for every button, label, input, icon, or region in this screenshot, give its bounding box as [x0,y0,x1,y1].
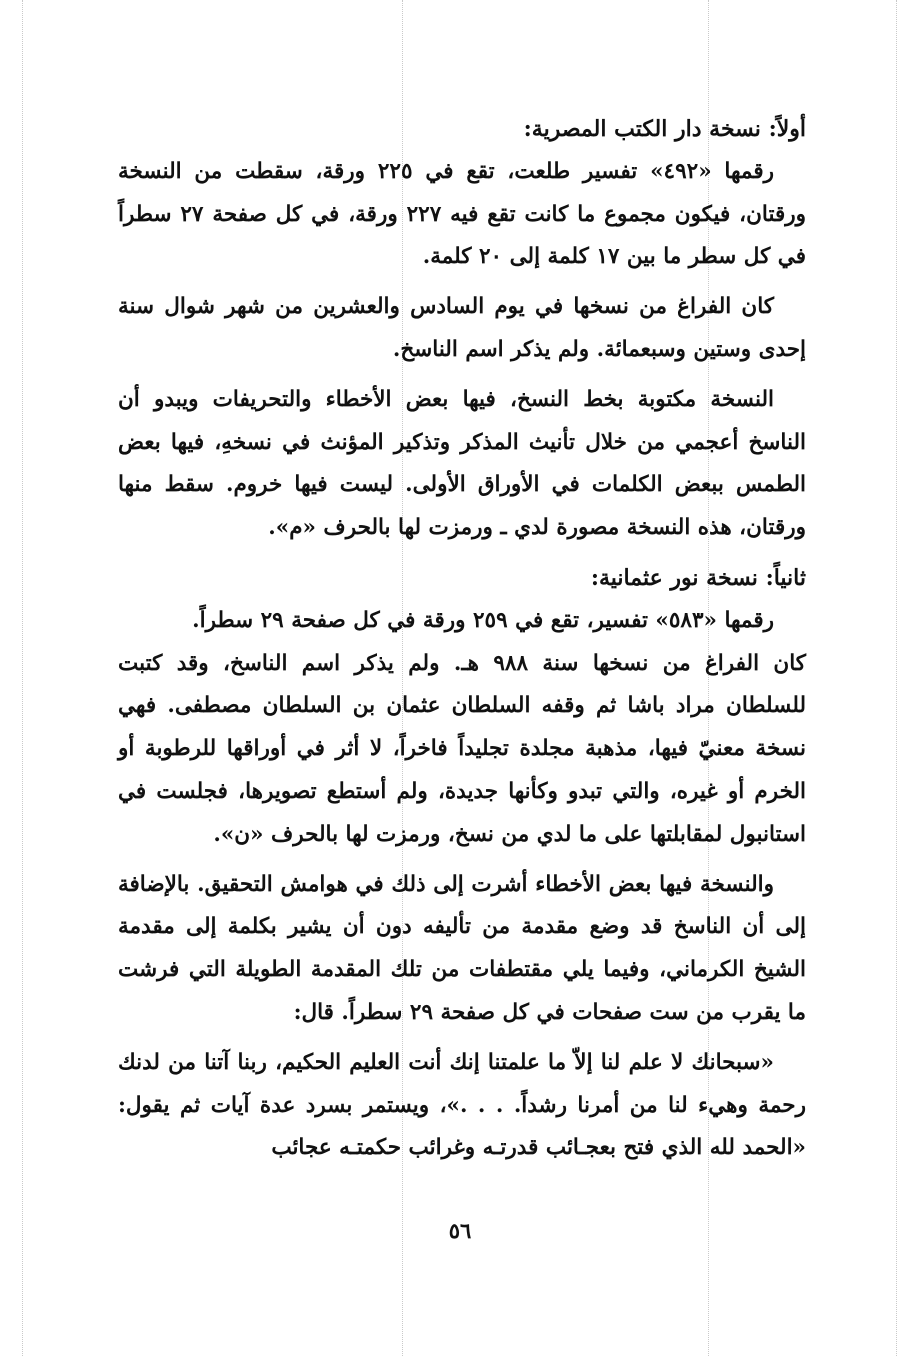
page-number: ٥٦ [448,1218,472,1243]
paragraph-copy-date: كان الفراغ من نسخها في يوم السادس والعشرين من شهر شوال سنة إحدى وستين وسبعمائة. ولم يذكر اسم الناسخ. [118,294,806,362]
paragraph-errors-and-preface: والنسخة فيها بعض الأخطاء أشرت إلى ذلك في هوامش التحقيق. بالإضافة إلى أن الناسخ قد وضع مقدمة من تأليفه دون أن يشير بكلمة إلى مقدمة الشيخ الكرماني، وفيما يلي مقتطفات من تلك المقدمة الطويلة التي فرشت ما يقرب من ست صفحات في كل صفحة ٢٩ سطراً. قال: [118,871,806,1025]
paragraph-copy-history: كان الفراغ من نسخها سنة ٩٨٨ هـ. ولم يذكر اسم الناسخ، وقد كتبت للسلطان مراد باشا ثم وقفه السلطان عثمان بن السلطان مصطفى. فهي نسخة معنيّ فيها، مذهبة مجلدة تجليداً فاخراً، لا أثر في أوراقها للرطوبة أو الخرم أو غيره، والتي تبدو وكأنها جديدة، ولم أستطع تصويرها، فجلست في استانبول لمقابلتها على ما لدي من نسخ، ورمزت لها بالحرف «ن». [118,650,806,847]
section-heading-nur-osmaniye: ثانياً: نسخة نور عثمانية: [590,564,806,591]
scan-fold-line [896,0,897,1356]
scan-fold-line [22,0,23,1356]
paragraph-script-description: النسخة مكتوبة بخط النسخ، فيها بعض الأخطاء والتحريفات ويبدو أن الناسخ أعجمي من خلال تأنيث المذكر وتذكير المؤنث في نسخهِ، فيها بعض الطمس ببعض الكلمات في الأوراق الأولى. ليست فيها خروم. سقط منها ورقتان، هذه النسخة مصورة لدي ـ ورمزت لها بالحرف «م». [118,386,806,541]
body-text [118,108,806,1177]
paragraph-manuscript-number: رقمها «٤٩٢» تفسير طلعت، تقع في ٢٢٥ ورقة، سقطت من النسخة ورقتان، فيكون مجموع ما كانت تقع فيه ٢٢٧ ورقة، في كل صفحة ٢٧ سطراً في كل سطر ما بين ١٧ كلمة إلى ٢٠ كلمة. [118,158,806,270]
section-heading-dar-al-kutub: أولاً: نسخة دار الكتب المصرية: [523,116,806,142]
paragraph-quotation: «سبحانك لا علم لنا إلاّ ما علمتنا إنك أنت العليم الحكيم، ربنا آتنا من لدنك رحمة وهيء لنا من أمرنا رشداً. . . .»، ويستمر بسرد عدة آيات ثم يقول: «الحمد لله الذي فتح بعجـائب قدرتـه وغرائب حكمتـه عجائب [118,1049,806,1161]
paragraph-manuscript-number-2: رقمها «٥٨٣» تفسير، تقع في ٢٥٩ ورقة في كل صفحة ٢٩ سطراً. [192,607,774,633]
